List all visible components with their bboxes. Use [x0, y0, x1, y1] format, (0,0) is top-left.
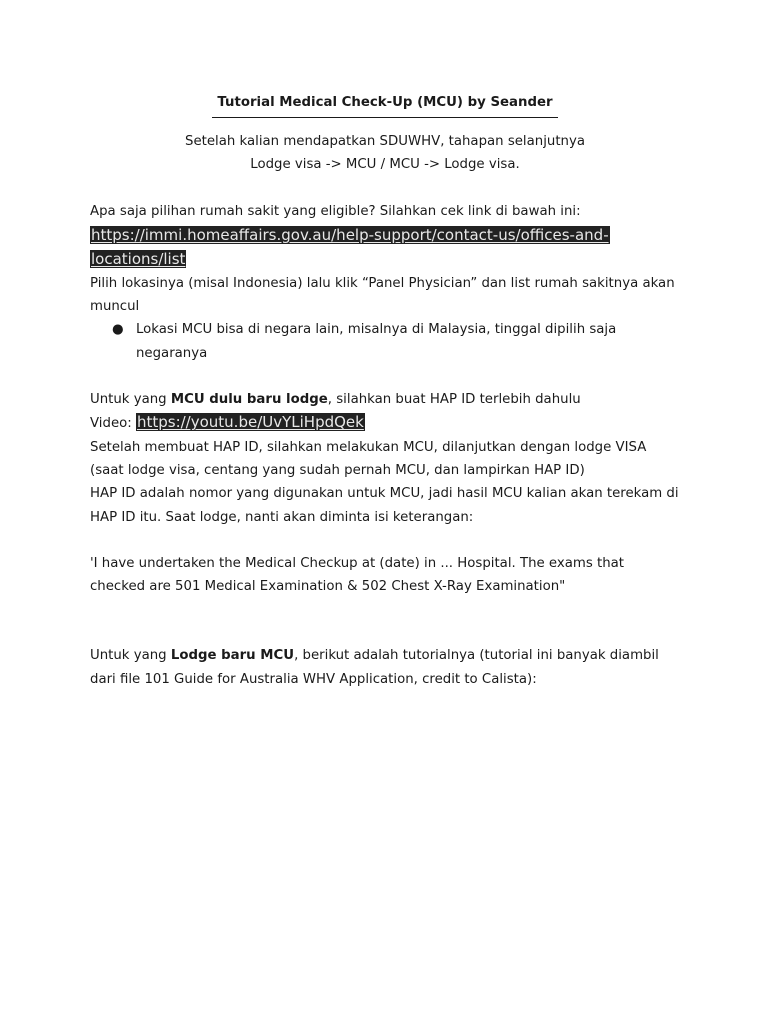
hap-explain-text: HAP ID adalah nomor yang digunakan untuk MCU, jadi hasil MCU kalian akan terekam di HAP ID itu. Saat lodge, nanti akan diminta isi keterangan: — [90, 486, 679, 525]
mcu-first-paragraph — [90, 388, 680, 411]
mcu-first-bold: MCU dulu baru lodge — [170, 392, 328, 408]
mcu-first-suffix: , silahkan buat HAP ID terlebih dahulu — [327, 392, 581, 408]
lodge-first-suffix: , berikut adalah tutorialnya (tutorial ini banyak diambil dari file 101 Guide for Australia WHV Application, credit to Calista): — [90, 648, 659, 687]
list-item — [90, 318, 680, 365]
document-page — [90, 92, 680, 691]
video-link[interactable]: https://youtu.be/UvYLiHpdQek — [136, 413, 364, 432]
hospital-link-part-2[interactable]: locations/list — [91, 250, 186, 269]
mcu-first-prefix: Untuk yang — [90, 392, 171, 408]
after-hap-text: Setelah membuat HAP ID, silahkan melakukan MCU, dilanjutkan dengan lodge VISA (saat lodge visa, centang yang sudah pernah MCU, dan lampirkan HAP ID) — [90, 439, 647, 478]
video-line — [90, 411, 680, 435]
bullet-icon: ● — [112, 322, 124, 338]
bullet-text: Lokasi MCU bisa di negara lain, misalnya di Malaysia, tinggal dipilih saja negaranya — [136, 322, 617, 361]
lodge-first-paragraph — [90, 644, 680, 691]
hospital-question: Apa saja pilihan rumah sakit yang eligible? Silahkan cek link di bawah ini: — [90, 203, 581, 219]
intro-line-2: Lodge visa -> MCU / MCU -> Lodge visa. — [250, 157, 520, 173]
hospital-link[interactable] — [90, 223, 680, 272]
hospital-link-part-1[interactable]: https://immi.homeaffairs.gov.au/help-support/contact-us/offices-and- — [91, 225, 609, 244]
intro-line-1: Setelah kalian mendapatkan SDUWHV, tahapan selanjutnya — [185, 134, 585, 149]
lodge-first-prefix: Untuk yang — [90, 648, 171, 664]
lodge-first-bold: Lodge baru MCU — [170, 648, 295, 664]
video-label: Video: — [90, 416, 136, 432]
declaration-quote: 'I have undertaken the Medical Checkup at (date) in ... Hospital. The exams that checked are 501 Medical Examination & 502 Chest X-Ray Examination" — [90, 555, 624, 595]
bullet-list — [90, 318, 680, 365]
choose-location-text: Pilih lokasinya (misal Indonesia) lalu klik “Panel Physician” dan list rumah sakitnya akan muncul — [90, 275, 675, 315]
document-title: Tutorial Medical Check-Up (MCU) by Seander — [217, 95, 553, 110]
